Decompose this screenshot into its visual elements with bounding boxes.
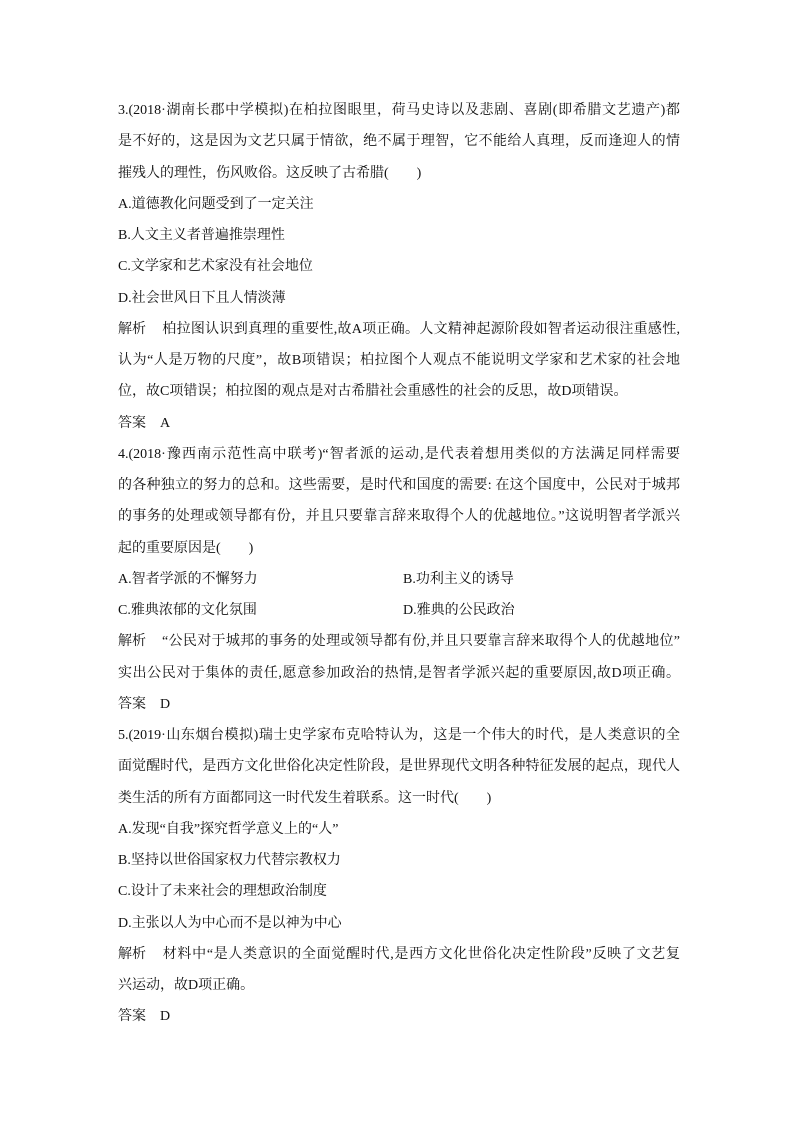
analysis-line: 实出公民对于集体的责任,愿意参加政治的热情,是智者学派兴起的重要原因,故D项正确。 bbox=[118, 665, 680, 681]
answer-line bbox=[118, 408, 680, 439]
analysis-line: 位，故C项错误；柏拉图的观点是对古希腊社会重感性的社会的反思，故D项错误。 bbox=[118, 384, 628, 400]
answer-label: 答案 bbox=[118, 1009, 146, 1025]
analysis-text: 柏拉图认识到真理的重要性,故A项正确。人文精神起源阶段如智者运动很注重感性, bbox=[162, 321, 680, 337]
question-stem-line: 起的重要原因是( ) bbox=[118, 540, 254, 556]
option-a: A.智者学派的不懈努力 bbox=[118, 571, 258, 587]
analysis-line bbox=[118, 939, 680, 970]
analysis-line: 认为“人是万物的尺度”，故B项错误；柏拉图个人观点不能说明文学家和艺术家的社会地 bbox=[118, 353, 680, 368]
answer-label: 答案 bbox=[118, 415, 146, 431]
question-stem-line: 类生活的所有方面都同这一时代发生着联系。这一时代( ) bbox=[118, 790, 492, 806]
question-stem-line: 4.(2018·豫西南示范性高中联考)“智者派的运动,是代表着想用类似的方法满足同样需要 bbox=[118, 446, 680, 462]
option-row bbox=[118, 595, 680, 626]
answer-line bbox=[118, 689, 680, 720]
analysis-label: 解析 bbox=[118, 946, 146, 962]
answer-label: 答案 bbox=[118, 696, 146, 712]
answer-value: A bbox=[160, 415, 171, 431]
option-b: B.功利主义的诱导 bbox=[403, 571, 514, 587]
option-d: D.雅典的公民政治 bbox=[403, 603, 515, 618]
option-d: D.主张以人为中心而不是以神为中心 bbox=[118, 915, 342, 931]
question-stem-line: 3.(2018·湖南长郡中学模拟)在柏拉图眼里，荷马史诗以及悲剧、喜剧(即希腊文艺遗产)都 bbox=[118, 103, 680, 118]
option-d: D.社会世风日下且人情淡薄 bbox=[118, 290, 286, 306]
option-c: C.文学家和艺术家没有社会地位 bbox=[118, 259, 313, 275]
question-4 bbox=[118, 439, 680, 720]
question-stem-line: 的各种独立的努力的总和。这些需要，是时代和国度的需要: 在这个国度中，公民对于城邦 bbox=[118, 478, 680, 493]
analysis-label: 解析 bbox=[118, 321, 146, 337]
question-stem-line: 的事务的处理或领导都有份，并且只要靠言辞来取得个人的优越地位。”这说明智者学派兴 bbox=[118, 509, 680, 525]
answer-line bbox=[118, 1001, 680, 1032]
document-body bbox=[118, 95, 680, 1033]
option-b: B.坚持以世俗国家权力代替宗教权力 bbox=[118, 853, 341, 868]
analysis-line bbox=[118, 314, 680, 345]
option-c: C.雅典浓郁的文化氛围 bbox=[118, 603, 257, 618]
question-5 bbox=[118, 720, 680, 1033]
question-stem-line: 是不好的，这是因为文艺只属于情欲，绝不属于理智，它不能给人真理，反而逢迎人的情 bbox=[118, 134, 680, 150]
analysis-text: 材料中“是人类意识的全面觉醒时代,是西方文化世俗化决定性阶段”反映了文艺复 bbox=[162, 946, 680, 962]
analysis-label: 解析 bbox=[118, 634, 146, 650]
question-stem-line: 5.(2019·山东烟台模拟)瑞士史学家布克哈特认为，这是一个伟大的时代，是人类意识的全 bbox=[118, 728, 680, 743]
option-b: B.人文主义者普遍推崇理性 bbox=[118, 228, 285, 243]
option-a: A.发现“自我”探究哲学意义上的“人” bbox=[118, 821, 339, 837]
analysis-text: “公民对于城邦的事务的处理或领导都有份,并且只要靠言辞来取得个人的优越地位” bbox=[162, 634, 680, 650]
analysis-line bbox=[118, 626, 680, 657]
option-row bbox=[118, 564, 680, 595]
question-stem-line: 面觉醒时代，是西方文化世俗化决定性阶段，是世界现代文明各种特征发展的起点，现代人 bbox=[118, 759, 680, 775]
answer-value: D bbox=[160, 696, 171, 712]
question-3 bbox=[118, 95, 680, 439]
answer-value: D bbox=[160, 1009, 171, 1025]
option-c: C.设计了未来社会的理想政治制度 bbox=[118, 884, 327, 900]
question-stem-line: 摧残人的理性，伤风败俗。这反映了古希腊( ) bbox=[118, 165, 422, 181]
analysis-line: 兴运动，故D项正确。 bbox=[118, 978, 255, 993]
option-a: A.道德教化问题受到了一定关注 bbox=[118, 196, 314, 212]
